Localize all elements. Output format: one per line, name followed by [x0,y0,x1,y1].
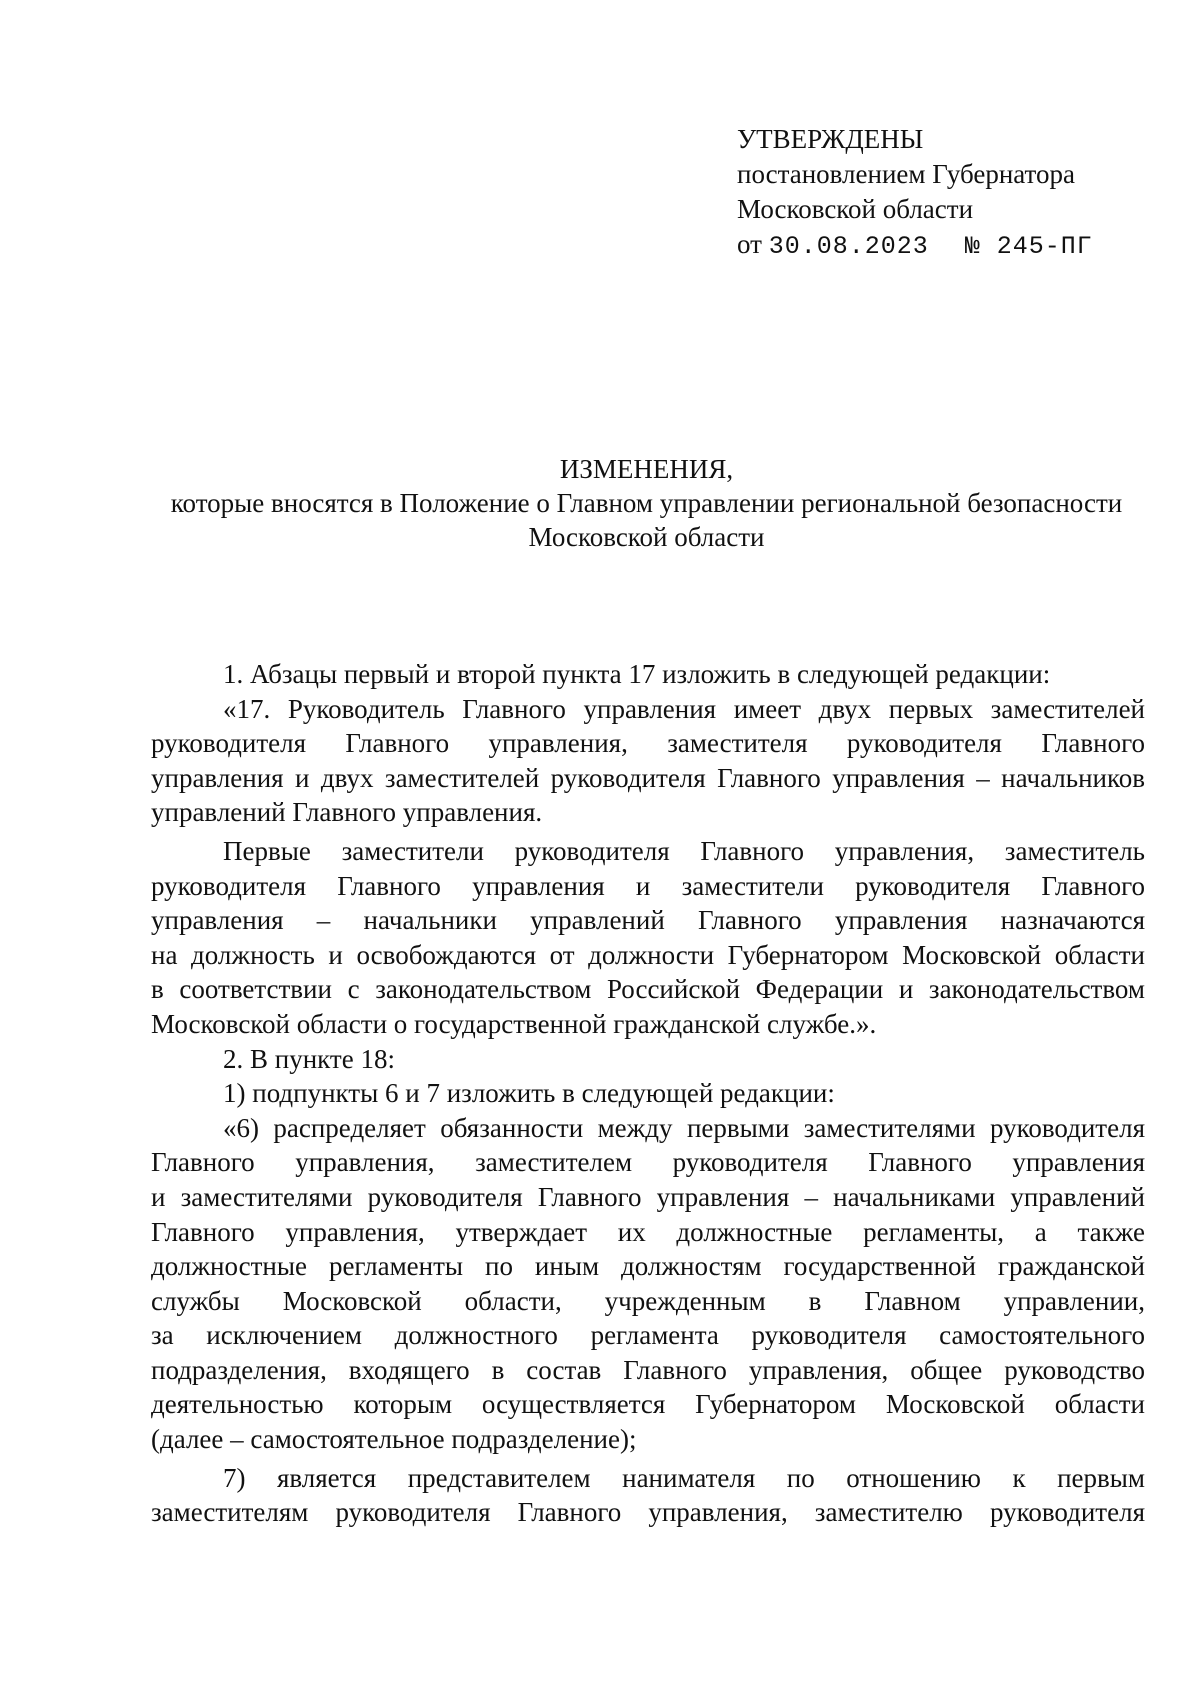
paragraph-line: управлений Главного управления. [151,797,543,828]
paragraph-line: «6) распределяет обязанности между первыми заместителями руководителя [223,1112,1145,1143]
heading-title: ИЗМЕНЕНИЯ, [559,454,734,484]
paragraph-line: должностные регламенты по иным должностям государственной гражданской [151,1251,1145,1282]
paragraph-6 [151,1111,1145,1457]
paragraph-line: Главного управления, заместителем руководителя Главного управления [151,1147,1145,1178]
approval-number: № 245-ПГ [964,232,1093,261]
approval-block [737,122,1167,264]
paragraph-line: службы Московской области, учрежденным в Главном управлении, [151,1285,1145,1316]
approval-line-1: постановлением Губернатора [737,159,1075,189]
paragraph-line: «17. Руководитель Главного управления имеет двух первых заместителей [223,693,1145,724]
paragraph-line: деятельностью которым осуществляется Губернатором Московской области [151,1389,1145,1420]
heading-subtitle-line-1: которые вносятся в Положение о Главном управлении региональной безопасности [170,488,1123,518]
paragraph-line: и заместителями руководителя Главного управления – начальниками управлений [151,1181,1145,1212]
paragraph-line: (далее – самостоятельное подразделение); [151,1424,637,1455]
paragraph-line: руководителя Главного управления и заместители руководителя Главного [151,870,1145,901]
approval-date-line [737,227,1167,264]
paragraph-line: 2. В пункте 18: [223,1043,395,1074]
paragraph-4 [151,1042,1145,1077]
paragraph-line: 1. Абзацы первый и второй пункта 17 изложить в следующей редакции: [223,659,1051,689]
document-heading [148,452,1145,554]
paragraph-line: в соответствии с законодательством Российской Федерации и законодательством [151,974,1145,1005]
approval-date: 30.08.2023 [768,232,929,261]
paragraph-line: Главного управления, утверждает их должностные регламенты, а также [151,1216,1145,1247]
approval-date-prefix: от [737,229,762,259]
paragraph-1 [151,657,1145,692]
paragraph-line: Первые заместители руководителя Главного управления, заместитель [223,835,1145,866]
approval-line-2: Московской области [737,194,974,224]
paragraph-line: управления – начальники управлений Главного управления назначаются [151,905,1145,936]
paragraph-line: Московской области о государственной гражданской службе.». [151,1008,877,1039]
paragraph-line: 7) является представителем нанимателя по отношению к первым [223,1462,1145,1493]
paragraph-5 [151,1076,1145,1111]
paragraph-line: управления и двух заместителей руководителя Главного управления – начальников [151,762,1145,793]
paragraph-line: руководителя Главного управления, заместителя руководителя Главного [151,728,1145,759]
paragraph-line: 1) подпункты 6 и 7 изложить в следующей редакции: [223,1078,835,1109]
document-body [151,657,1145,1530]
approval-title: УТВЕРЖДЕНЫ [737,124,924,154]
paragraph-line: на должность и освобождаются от должности Губернатором Московской области [151,939,1145,970]
paragraph-line: заместителям руководителя Главного управления, заместителю руководителя [151,1497,1145,1528]
paragraph-line: подразделения, входящего в состав Главного управления, общее руководство [151,1354,1145,1385]
paragraph-3 [151,834,1145,1042]
heading-subtitle-line-2: Московской области [528,522,765,552]
paragraph-7 [151,1461,1145,1530]
paragraph-line: за исключением должностного регламента руководителя самостоятельного [151,1320,1145,1351]
paragraph-2 [151,692,1145,830]
